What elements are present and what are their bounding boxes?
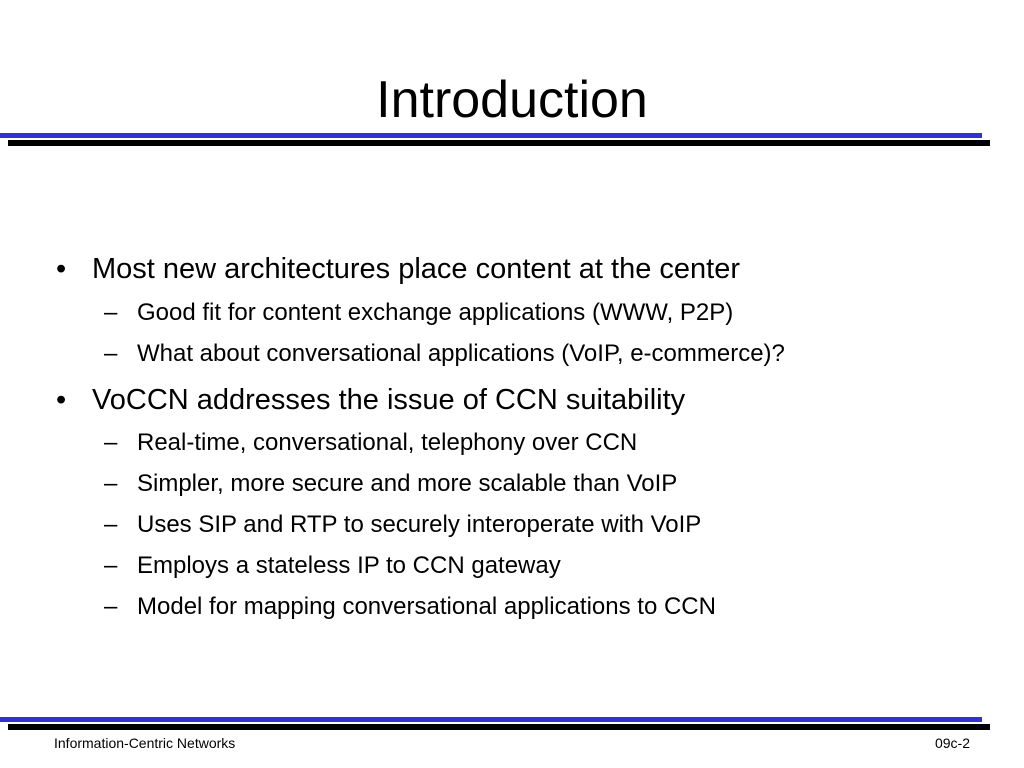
bullet-marker: • [56,253,67,285]
sub-bullet-text: Simpler, more secure and more scalable than VoIP [137,470,678,497]
sub-bullet-text: Model for mapping conversational applications to CCN [137,593,716,620]
bullet-text: Most new architectures place content at the center [92,253,741,285]
footer-title: Information-Centric Networks [54,735,236,751]
dash-marker: – [104,299,118,326]
page-number: 09c-2 [934,735,970,751]
sub-bullet-text: Real-time, conversational, telephony over CCN [137,429,638,456]
dash-marker: – [104,470,118,497]
bullet-marker: • [56,384,67,416]
sub-bullet-text: Uses SIP and RTP to securely interoperate with VoIP [137,511,702,538]
dash-marker: – [104,429,118,456]
bullet-text: VoCCN addresses the issue of CCN suitability [92,384,686,416]
dash-marker: – [104,593,118,620]
footer-rule-blue [0,717,982,722]
sub-bullet-text: Employs a stateless IP to CCN gateway [137,552,561,579]
dash-marker: – [104,552,118,579]
dash-marker: – [104,340,118,367]
sub-bullet-text: Good fit for content exchange applications (WWW, P2P) [137,299,734,326]
footer-rule-black [8,724,990,730]
dash-marker: – [104,511,118,538]
slide-title: Introduction [376,71,648,129]
sub-bullet-text: What about conversational applications (VoIP, e-commerce)? [137,340,785,367]
